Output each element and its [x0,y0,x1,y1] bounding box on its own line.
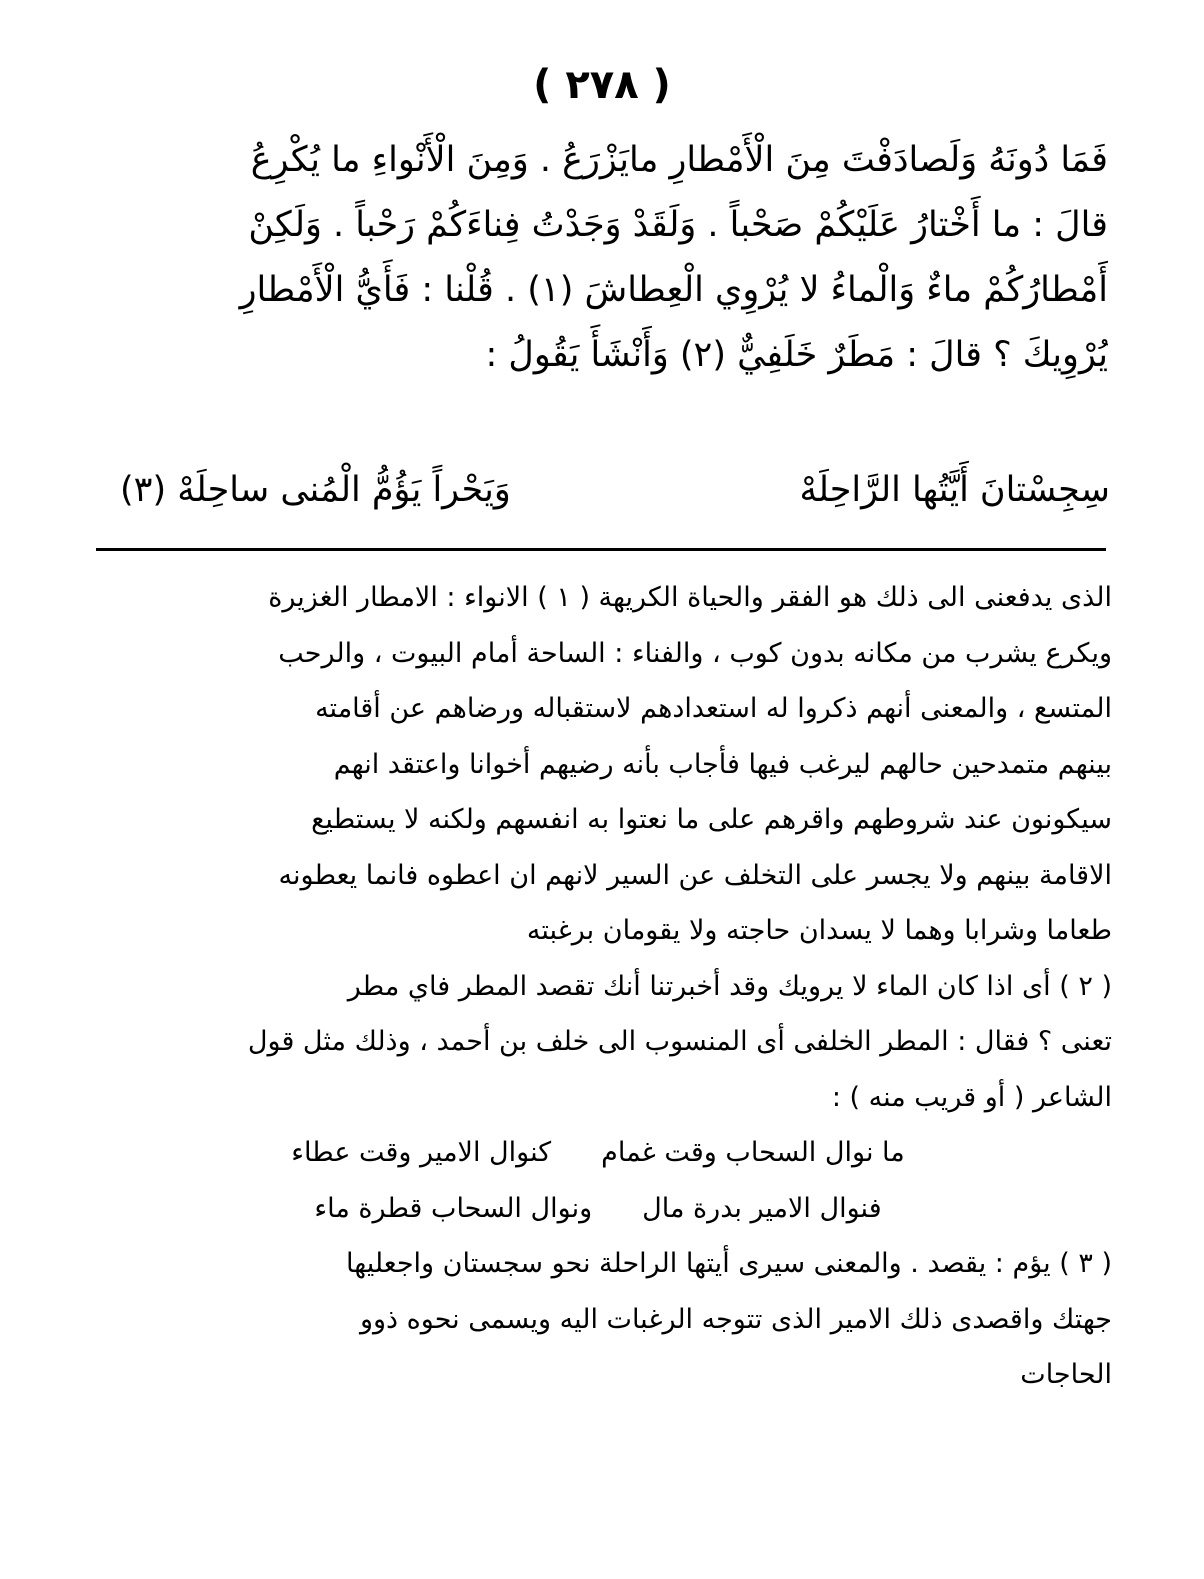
main-text-line: أَمْطارُكُمْ ماءٌ وَالْماءُ لا يُرْوِي الْعِطاشَ (١) . قُلْنا : فَأَيُّ الْأَمْطارِ [239,270,1108,310]
footnote-line: الحاجات [1020,1359,1112,1390]
footnote-poem-line [84,1125,1112,1181]
verse-second-hemistich: وَيَحْراً يَؤُمُّ الْمُنى ساحِلَهْ (٣) [120,470,511,510]
footnote-line: تعنى ؟ فقال : المطر الخلفى أى المنسوب الى خلف بن أحمد ، وذلك مثل قول [247,1026,1112,1057]
footnote-poem-line [84,1181,1112,1237]
page-number: ( ٢٧٨ ) [533,62,671,108]
footnote-line: طعاما وشرابا وهما لا يسدان حاجته ولا يقومان برغبته [526,915,1112,946]
footnote-line: الذى يدفعنى الى ذلك هو الفقر والحياة الكريهة ( ١ ) الانواء : الامطار الغزيرة [268,582,1112,613]
footnote-line: ( ٢ ) أى اذا كان الماء لا يرويك وقد أخبرتنا أنك تقصد المطر فاي مطر [347,970,1112,1002]
footnote-line: المتسع ، والمعنى أنهم ذكروا له استعدادهم لاستقباله ورضاهم عن أقامته [315,693,1112,724]
verse-line [120,460,1110,520]
footnote-line: ويكرع يشرب من مكانه بدون كوب ، والفناء : الساحة أمام البيوت ، والرحب [278,637,1112,669]
poem-right-hemistich: ما نوال السحاب وقت غمام [601,1137,905,1168]
footnotes [84,570,1112,1403]
footnote-line: الاقامة بينهم ولا يجسر على التخلف عن السير لانهم ان اعطوه فانما يعطونه [278,859,1112,891]
footnote-line: بينهم متمدحين حالهم ليرغب فيها فأجاب بأنه رضيهم أخوانا واعتقد انهم [333,748,1112,780]
footnote-line: ( ٣ ) يؤم : يقصد . والمعنى سيرى أيتها الراحلة نحو سجستان واجعليها [346,1248,1112,1279]
footnote-line: الشاعر ( أو قريب منه ) : [831,1081,1112,1113]
main-text-line: يُرْوِيكَ ؟ قالَ : مَطَرٌ خَلَفِيٌّ (٢) وَأَنْشَأَ يَقُولُ : [485,335,1108,375]
verse-first-hemistich: سِجِسْتانَ أَيَّتُها الرَّاحِلَهْ [799,470,1110,510]
main-text [84,128,1108,388]
poem-left-hemistich: ونوال السحاب قطرة ماء [314,1192,593,1224]
main-text-line: فَمَا دُونَهُ وَلَصادَفْتَ مِنَ الْأَمْطارِ مايَزْرَعُ . وَمِنَ الْأَنْواءِ ما يُكْرِعُ [250,140,1108,180]
footnote-line: سيكونون عند شروطهم واقرهم على ما نعتوا به انفسهم ولكنه لا يستطيع [311,804,1112,835]
poem-right-hemistich: فنوال الامير بدرة مال [642,1192,882,1224]
poem-left-hemistich: كنوال الامير وقت عطاء [291,1137,552,1168]
main-text-line: قالَ : ما أَخْتارُ عَلَيْكُمْ صَحْباً . وَلَقَدْ وَجَدْتُ فِناءَكُمْ رَحْباً . وَلَكِنْ [248,205,1108,245]
footnote-separator [96,548,1106,551]
footnote-line: جهتك واقصدى ذلك الامير الذى تتوجه الرغبات اليه ويسمى نحوه ذوو [359,1303,1112,1335]
